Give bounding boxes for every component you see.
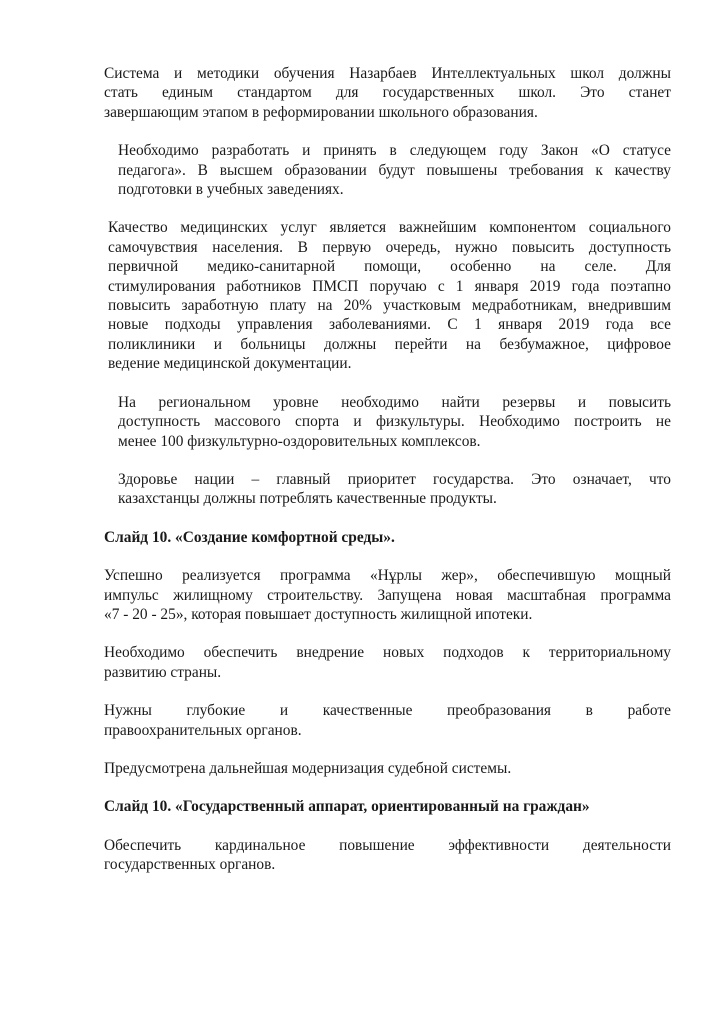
paragraph xyxy=(104,701,671,740)
paragraph-line: стать единым стандартом для государственных школ. Это станет xyxy=(104,84,671,102)
paragraph-line: Здоровье нации – главный приоритет государства. Это означает, что xyxy=(118,470,671,488)
paragraph-line: Успешно реализуется программа «Нұрлы жер», обеспечившую мощный xyxy=(104,567,671,585)
paragraph-line: Необходимо разработать и принять в следующем году Закон «О статусе xyxy=(118,142,671,160)
paragraph xyxy=(104,759,671,778)
paragraph-line: государственных органов. xyxy=(104,856,276,874)
paragraph-line: Качество медицинских услуг является важнейшим компонентом социального xyxy=(108,219,671,237)
paragraph xyxy=(104,566,671,624)
paragraph-line: педагога». В высшем образовании будут повышены требования к качеству xyxy=(118,161,671,179)
paragraph-line: самочувствия населения. В первую очередь, нужно повысить доступность xyxy=(108,238,671,256)
paragraph xyxy=(104,218,671,373)
paragraph xyxy=(104,836,671,875)
paragraph-line: правоохранительных органов. xyxy=(104,721,302,739)
paragraph-line: Предусмотрена дальнейшая модернизация судебной системы. xyxy=(104,759,512,777)
paragraph-line: «7 - 20 - 25», которая повышает доступность жилищной ипотеки. xyxy=(104,605,533,623)
section-heading: Слайд 10. «Государственный аппарат, ориентированный на граждан» xyxy=(104,798,590,816)
paragraph-line: первичной медико-санитарной помощи, особенно на селе. Для xyxy=(108,258,671,276)
paragraph-line: поликлиники и больницы должны перейти на безбумажное, цифровое xyxy=(108,335,671,353)
paragraph xyxy=(104,643,671,682)
paragraph-line: Обеспечить кардинальное повышение эффективности деятельности xyxy=(104,836,671,854)
paragraph-line: Необходимо обеспечить внедрение новых подходов к территориальному xyxy=(104,644,671,662)
paragraph xyxy=(104,470,671,509)
paragraph-line: Система и методики обучения Назарбаев Интеллектуальных школ должны xyxy=(104,65,671,82)
paragraph-line: завершающим этапом в реформировании школьного образования. xyxy=(104,103,538,121)
paragraph-line: На региональном уровне необходимо найти резервы и повысить xyxy=(118,393,671,411)
paragraph xyxy=(104,393,671,451)
paragraph xyxy=(104,64,671,122)
paragraph-line: ведение медицинской документации. xyxy=(108,355,352,373)
paragraph xyxy=(104,141,671,199)
section-heading: Слайд 10. «Создание комфортной среды». xyxy=(104,528,395,546)
paragraph-line: повысить заработную плату на 20% участковым медработникам, внедрившим xyxy=(108,297,671,315)
paragraph-line: новые подходы управления заболеваниями. С 1 января 2019 года все xyxy=(108,316,671,334)
paragraph-line: казахстанцы должны потреблять качественные продукты. xyxy=(118,490,497,508)
paragraph-line: менее 100 физкультурно-оздоровительных комплексов. xyxy=(118,432,481,450)
paragraph-line: доступность массового спорта и физкультуры. Необходимо построить не xyxy=(118,413,671,431)
paragraph-line: Нужны глубокие и качественные преобразования в работе xyxy=(104,702,671,720)
paragraph-line: подготовки в учебных заведениях. xyxy=(118,181,344,199)
paragraph-line: импульс жилищному строительству. Запущена новая масштабная программа xyxy=(104,586,671,604)
paragraph-line: развитию страны. xyxy=(104,663,222,681)
document-body xyxy=(104,64,671,894)
paragraph-line: стимулирования работников ПМСП поручаю с 1 января 2019 года поэтапно xyxy=(108,277,671,295)
